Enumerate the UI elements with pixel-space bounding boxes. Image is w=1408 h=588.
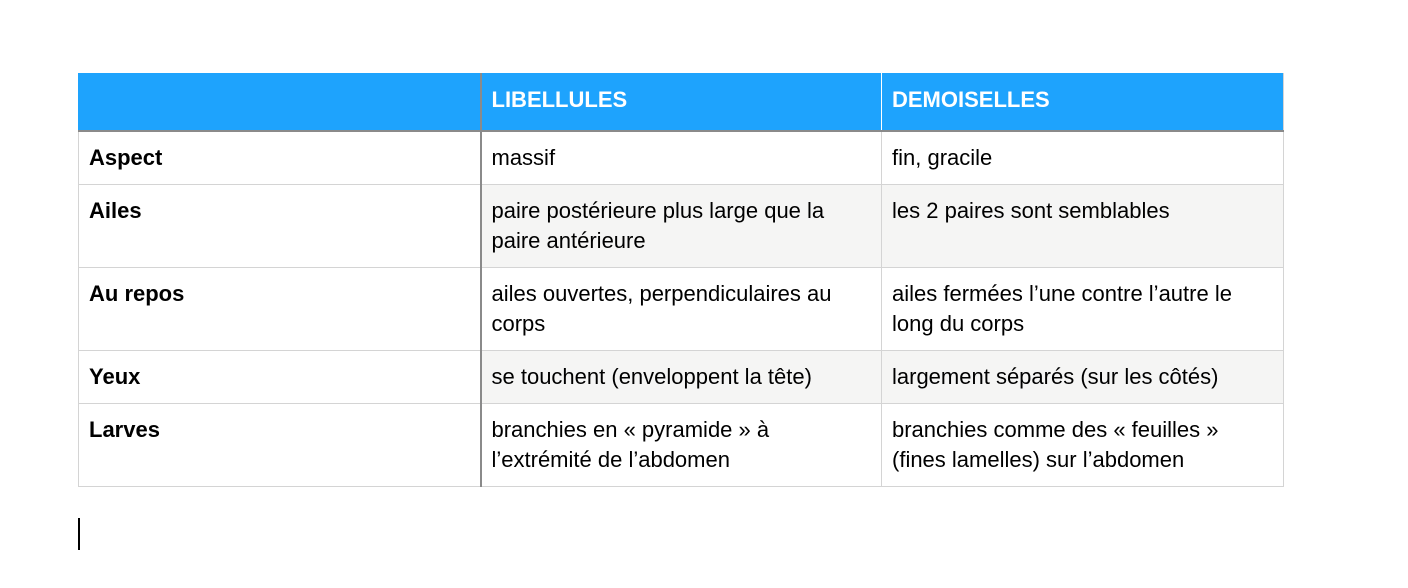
table-row — [79, 404, 1284, 487]
row-label-cell[interactable]: Yeux — [79, 351, 481, 404]
demoiselles-cell[interactable]: branchies comme des « feuilles » (fines lamelles) sur l’abdomen — [882, 404, 1284, 487]
table-row — [79, 351, 1284, 404]
libellules-cell[interactable]: se touchent (enveloppent la tête) — [481, 351, 882, 404]
row-label-cell[interactable]: Ailes — [79, 185, 481, 268]
libellules-cell[interactable]: branchies en « pyramide » à l’extrémité de l’abdomen — [481, 404, 882, 487]
header-cell-empty[interactable] — [79, 74, 481, 132]
row-label-cell[interactable]: Aspect — [79, 131, 481, 185]
text-insertion-cursor — [78, 518, 80, 550]
header-cell-demoiselles[interactable]: DEMOISELLES — [882, 74, 1284, 132]
demoiselles-cell[interactable]: largement séparés (sur les côtés) — [882, 351, 1284, 404]
demoiselles-cell[interactable]: fin, gracile — [882, 131, 1284, 185]
demoiselles-cell[interactable]: les 2 paires sont semblables — [882, 185, 1284, 268]
table-row — [79, 131, 1284, 185]
row-label-cell[interactable]: Au repos — [79, 268, 481, 351]
row-label-cell[interactable]: Larves — [79, 404, 481, 487]
libellules-cell[interactable]: ailes ouvertes, perpendiculaires au corps — [481, 268, 882, 351]
comparison-table — [78, 73, 1284, 487]
table-header-row — [79, 74, 1284, 132]
libellules-cell[interactable]: paire postérieure plus large que la paire antérieure — [481, 185, 882, 268]
table-row — [79, 268, 1284, 351]
demoiselles-cell[interactable]: ailes fermées l’une contre l’autre le long du corps — [882, 268, 1284, 351]
libellules-cell[interactable]: massif — [481, 131, 882, 185]
header-cell-libellules[interactable]: LIBELLULES — [481, 74, 882, 132]
table-row — [79, 185, 1284, 268]
